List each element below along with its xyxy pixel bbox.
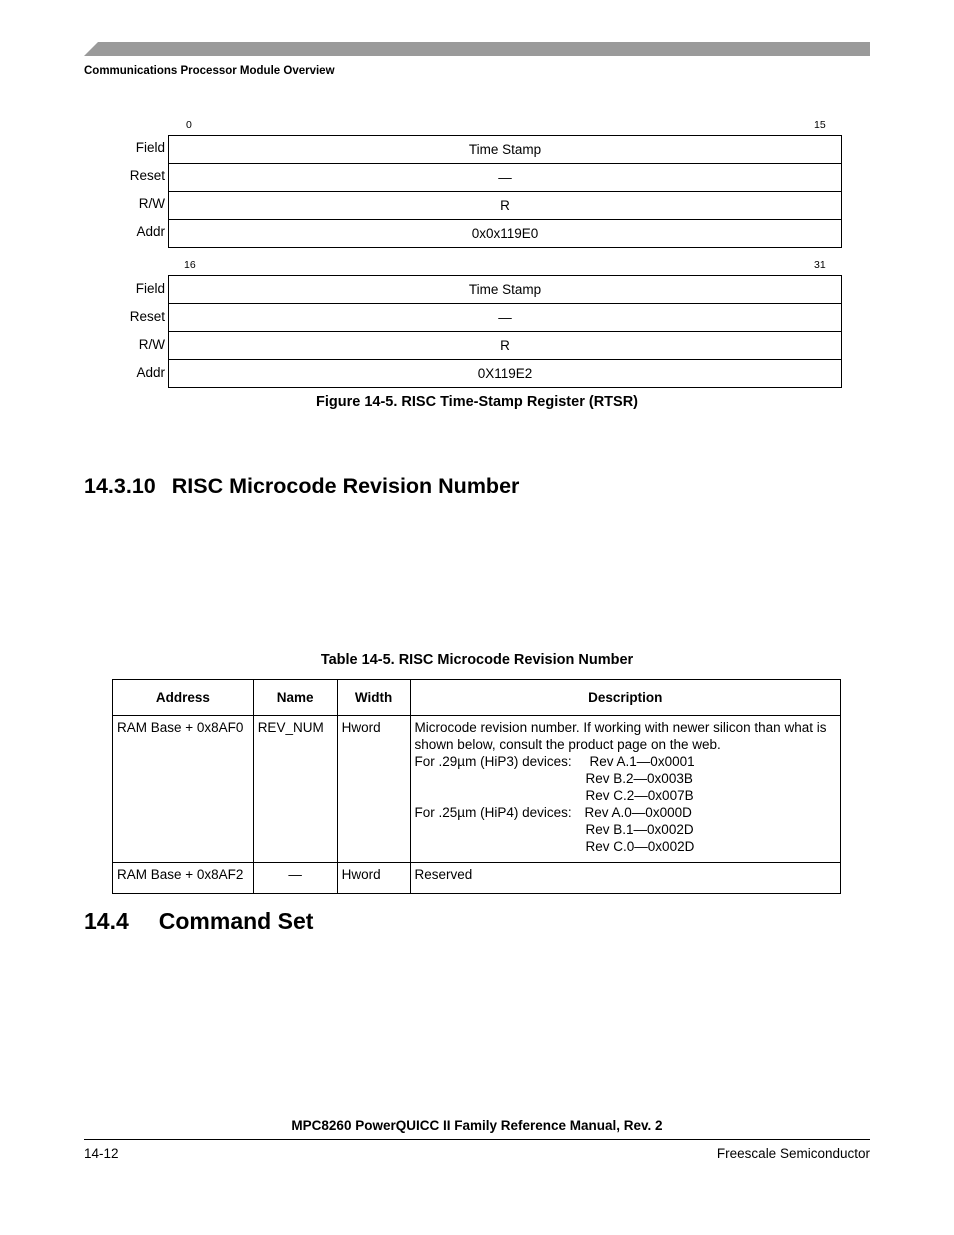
hip3-rev: Rev B.2—0x003B xyxy=(585,771,693,786)
cell-address: RAM Base + 0x8AF0 xyxy=(113,716,254,863)
hip4-rev: Rev C.0—0x002D xyxy=(585,839,695,854)
table-row xyxy=(113,863,841,894)
hip4-rev: Rev B.1—0x002D xyxy=(585,822,694,837)
reg-label-rw: R/W xyxy=(138,337,165,352)
section-number: 14.4 xyxy=(84,908,129,934)
section-heading xyxy=(84,474,519,499)
figure-caption: Figure 14-5. RISC Time-Stamp Register (RTSR) xyxy=(315,394,639,410)
reg-label-field: Field xyxy=(135,140,165,155)
hip4-rev: Rev A.0—0x000D xyxy=(584,805,692,820)
column-header-name: Name xyxy=(253,680,337,716)
company-name: Freescale Semiconductor xyxy=(716,1146,870,1161)
cell-address: RAM Base + 0x8AF2 xyxy=(113,863,254,894)
running-head: Communications Processor Module Overview xyxy=(84,65,335,77)
reg-reset-value: — xyxy=(169,164,841,192)
reg-label-reset: Reset xyxy=(129,168,165,183)
hip3-rev: Rev C.2—0x007B xyxy=(585,788,694,803)
reg-label-addr: Addr xyxy=(136,365,165,380)
hip3-label: For .29µm (HiP3) devices: xyxy=(414,754,572,769)
reg-rw-value: R xyxy=(169,332,841,360)
reg-addr-value: 0X119E2 xyxy=(477,366,533,381)
desc-intro: Microcode revision number. If working with newer silicon than what is shown below, consult the product page on the web. xyxy=(414,720,827,752)
bit-end-label: 31 xyxy=(814,259,826,271)
footer-title: MPC8260 PowerQUICC II Family Reference Manual, Rev. 2 xyxy=(291,1118,663,1133)
hip4-label: For .25µm (HiP4) devices: xyxy=(414,805,572,820)
reg-label-rw: R/W xyxy=(138,196,165,211)
cell-name: — xyxy=(253,863,337,894)
header-bar xyxy=(84,42,870,56)
reg-label-field: Field xyxy=(135,281,165,296)
table-row xyxy=(113,716,841,863)
section-title: RISC Microcode Revision Number xyxy=(171,474,520,498)
cell-width: Hword xyxy=(337,716,410,863)
bit-start-label: 0 xyxy=(186,119,192,131)
reg-rw-value: R xyxy=(169,192,841,220)
section-title: Command Set xyxy=(158,908,314,934)
bit-start-label: 16 xyxy=(184,259,196,271)
section-heading xyxy=(84,908,313,935)
column-header-address: Address xyxy=(113,680,254,716)
cell-name: REV_NUM xyxy=(253,716,337,863)
reg-field-value: Time Stamp xyxy=(169,136,841,164)
reg-field-value: Time Stamp xyxy=(169,276,841,304)
column-header-width: Width xyxy=(337,680,410,716)
reg-label-addr: Addr xyxy=(136,224,165,239)
hip3-rev: Rev A.1—0x0001 xyxy=(589,754,695,769)
section-number: 14.3.10 xyxy=(84,474,156,498)
bit-end-label: 15 xyxy=(814,119,826,131)
register-lower-table xyxy=(168,275,842,388)
column-header-description: Description xyxy=(410,680,840,716)
reg-label-reset: Reset xyxy=(129,309,165,324)
cell-description: Reserved xyxy=(410,863,840,894)
page-number: 14-12 xyxy=(84,1146,119,1161)
cell-description xyxy=(410,716,840,863)
register-upper-table xyxy=(168,135,842,248)
table-caption: Table 14-5. RISC Microcode Revision Number xyxy=(320,652,634,668)
cell-width: Hword xyxy=(337,863,410,894)
revision-table xyxy=(112,679,841,894)
reg-addr-value: 0x0x119E0 xyxy=(471,226,539,241)
footer-rule xyxy=(84,1139,870,1140)
reg-reset-value: — xyxy=(169,304,841,332)
